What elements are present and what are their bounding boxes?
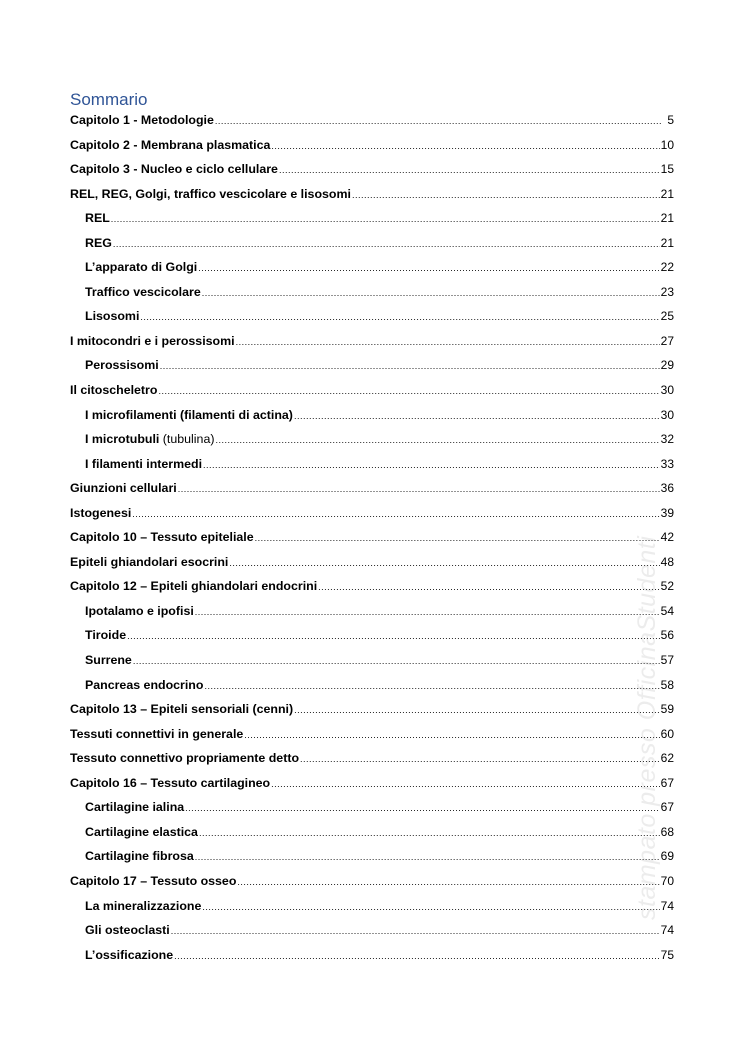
toc-leader-dots xyxy=(199,828,660,838)
toc-entry-label xyxy=(85,457,202,471)
toc-entry-title: Tiroide xyxy=(85,628,127,643)
toc-entry-label xyxy=(85,899,201,913)
toc-entry-title: Capitolo 13 – Epiteli sensoriali (cenni) xyxy=(70,702,294,717)
toc-page-number: 54 xyxy=(660,603,674,618)
toc-entry-label xyxy=(85,678,203,692)
toc-leader-dots xyxy=(127,631,660,641)
toc-page-number: 30 xyxy=(660,407,674,422)
toc-entry-title: Istogenesi xyxy=(70,505,132,520)
toc-entry-title: Capitolo 3 - Nucleo e ciclo cellulare xyxy=(70,162,278,177)
toc-entry-title: L’apparato di Golgi xyxy=(85,260,198,275)
toc-leader-dots xyxy=(271,141,659,151)
toc-entry-label xyxy=(70,506,131,520)
toc-entry-label xyxy=(70,113,214,127)
toc-page-number: 75 xyxy=(660,947,674,962)
toc-entry[interactable] xyxy=(70,530,674,555)
toc-entry-title: Capitolo 17 – Tessuto osseo xyxy=(70,873,237,888)
toc-entry[interactable] xyxy=(70,751,674,776)
toc-leader-dots xyxy=(237,877,659,887)
toc-page-number: 21 xyxy=(660,211,674,226)
toc-page-number: 68 xyxy=(660,824,674,839)
toc-entry[interactable] xyxy=(70,825,674,850)
toc-leader-dots xyxy=(202,288,660,298)
toc-page-number: 21 xyxy=(660,186,674,201)
toc-page-number: 29 xyxy=(660,358,674,373)
toc-entry-title: La mineralizzazione xyxy=(85,898,202,913)
toc-leader-dots xyxy=(294,705,660,715)
toc-entry-label xyxy=(85,260,197,274)
toc-entry[interactable] xyxy=(70,260,674,285)
toc-entry-label xyxy=(70,751,299,765)
toc-leader-dots xyxy=(195,852,660,862)
toc-leader-dots xyxy=(195,607,660,617)
toc-leader-dots xyxy=(352,190,660,200)
toc-leader-dots xyxy=(132,509,659,519)
toc-entry-label xyxy=(85,923,170,937)
toc-leader-dots xyxy=(229,558,659,568)
toc-page-number: 10 xyxy=(660,137,674,152)
toc-leader-dots xyxy=(140,312,659,322)
toc-entry-label xyxy=(70,530,254,544)
toc-page-number: 33 xyxy=(660,456,674,471)
toc-entry-title: Capitolo 12 – Epiteli ghiandolari endocrini xyxy=(70,579,318,594)
toc-page-number: 39 xyxy=(660,505,674,520)
toc-entry-title: Tessuti connettivi in generale xyxy=(70,726,244,741)
toc-entry[interactable] xyxy=(70,457,674,482)
toc-leader-dots xyxy=(215,116,661,126)
toc-entry-label xyxy=(70,334,235,348)
toc-entry-label xyxy=(85,800,184,814)
toc-entry-label xyxy=(85,309,139,323)
toc-entry[interactable] xyxy=(70,800,674,825)
toc-entry[interactable] xyxy=(70,408,674,433)
toc-entry-label xyxy=(70,702,293,716)
toc-entry-label xyxy=(85,285,201,299)
toc-entry[interactable] xyxy=(70,285,674,310)
toc-page-number: 30 xyxy=(660,383,674,398)
toc-page-number: 74 xyxy=(660,898,674,913)
toc-entry[interactable] xyxy=(70,604,674,629)
toc-entry[interactable] xyxy=(70,899,674,924)
toc-entry-title: Capitolo 2 - Membrana plasmatica xyxy=(70,137,271,152)
toc-leader-dots xyxy=(300,754,660,764)
toc-entry-label xyxy=(85,825,198,839)
toc-leader-dots xyxy=(178,484,660,494)
toc-entry[interactable] xyxy=(70,776,674,801)
toc-page-number: 5 xyxy=(667,113,674,127)
toc-leader-dots xyxy=(255,533,660,543)
toc-entry[interactable] xyxy=(70,481,674,506)
toc-page-number: 36 xyxy=(660,481,674,496)
toc-entry[interactable] xyxy=(70,236,674,261)
toc-entry[interactable] xyxy=(70,653,674,678)
toc-leader-dots xyxy=(236,337,660,347)
toc-entry[interactable] xyxy=(70,309,674,334)
toc-page-number: 59 xyxy=(660,702,674,717)
toc-entry-label xyxy=(85,358,159,372)
toc-page-number: 70 xyxy=(660,873,674,888)
toc-entry-title: REL, REG, Golgi, traffico vescicolare e lisosomi xyxy=(70,186,351,201)
toc-entry-label xyxy=(70,162,278,176)
toc-entry-title: Gli osteoclasti xyxy=(85,923,170,938)
toc-leader-dots xyxy=(215,435,659,445)
toc-entry[interactable] xyxy=(70,506,674,531)
toc-page-number: 21 xyxy=(660,235,674,250)
toc-entry[interactable] xyxy=(70,211,674,236)
toc-entry-title: Tessuto connettivo propriamente detto xyxy=(70,751,300,766)
toc-leader-dots xyxy=(174,951,660,961)
toc-page-number: 15 xyxy=(660,162,674,177)
toc-entry-label xyxy=(70,138,270,152)
toc-entry[interactable] xyxy=(70,874,674,899)
toc-leader-dots xyxy=(113,239,660,249)
toc-entry-title: Il citoscheletro xyxy=(70,383,158,398)
toc-entry-label xyxy=(70,481,177,495)
toc-entry[interactable] xyxy=(70,162,674,187)
toc-leader-dots xyxy=(294,411,660,421)
toc-page-number: 74 xyxy=(660,923,674,938)
toc-entry-title: Cartilagine ialina xyxy=(85,800,185,815)
watermark: stampato presso OfficinaStudenti xyxy=(633,535,661,920)
toc-entry-label xyxy=(85,211,110,225)
toc-page-number: 32 xyxy=(660,432,674,447)
toc-leader-dots xyxy=(198,263,659,273)
toc-entry-label xyxy=(70,383,157,397)
toc-page-number: 25 xyxy=(660,309,674,324)
toc-entry-title: Perossisomi xyxy=(85,358,159,373)
toc-entry-label xyxy=(85,628,126,642)
toc-entry-label xyxy=(85,408,293,422)
toc-entry-title: I mitocondri e i perossisomi xyxy=(70,333,235,348)
toc-leader-dots xyxy=(244,730,659,740)
toc-page-number: 23 xyxy=(660,284,674,299)
toc-entry[interactable] xyxy=(70,579,674,604)
toc-page-number: 27 xyxy=(660,333,674,348)
toc-entry-title: REL xyxy=(85,211,110,226)
table-of-contents xyxy=(70,113,674,972)
toc-entry-label xyxy=(70,874,236,888)
toc-entry[interactable] xyxy=(70,628,674,653)
toc-entry[interactable] xyxy=(70,358,674,383)
toc-entry-label xyxy=(85,432,214,446)
toc-entry[interactable] xyxy=(70,432,674,457)
toc-entry-label xyxy=(85,236,112,250)
toc-entry-label xyxy=(70,555,228,569)
toc-entry-title: I microtubuli xyxy=(85,432,160,447)
toc-entry[interactable] xyxy=(70,923,674,948)
toc-leader-dots xyxy=(202,902,659,912)
toc-entry[interactable] xyxy=(70,727,674,752)
toc-entry-label xyxy=(70,187,351,201)
toc-page-number: 42 xyxy=(660,530,674,545)
toc-entry-label xyxy=(85,604,194,618)
toc-entry-title: Capitolo 10 – Tessuto epiteliale xyxy=(70,530,254,545)
toc-entry-title: Capitolo 16 – Tessuto cartilagineo xyxy=(70,775,271,790)
toc-entry-label xyxy=(70,579,317,593)
toc-leader-dots xyxy=(171,926,660,936)
toc-leader-dots xyxy=(279,165,660,175)
toc-leader-dots xyxy=(111,214,660,224)
toc-entry-label xyxy=(70,776,270,790)
toc-page-number: 60 xyxy=(660,726,674,741)
toc-entry[interactable] xyxy=(70,334,674,359)
toc-leader-dots xyxy=(271,779,660,789)
toc-leader-dots xyxy=(185,803,659,813)
toc-leader-dots xyxy=(158,386,659,396)
toc-entry-title: L’ossificazione xyxy=(85,947,174,962)
toc-page-number: 52 xyxy=(660,579,674,594)
toc-leader-dots xyxy=(318,582,659,592)
toc-page-number: 48 xyxy=(660,554,674,569)
toc-entry-title: I microfilamenti (filamenti di actina) xyxy=(85,407,293,422)
toc-entry[interactable] xyxy=(70,849,674,874)
toc-entry[interactable] xyxy=(70,113,674,138)
toc-page-number: 56 xyxy=(660,628,674,643)
toc-page-number: 22 xyxy=(660,260,674,275)
toc-entry[interactable] xyxy=(70,383,674,408)
toc-entry-title: Capitolo 1 - Metodologie xyxy=(70,113,214,127)
toc-entry[interactable] xyxy=(70,555,674,580)
toc-page-number: 67 xyxy=(660,800,674,815)
toc-entry-title: Giunzioni cellulari xyxy=(70,481,177,496)
toc-entry-label xyxy=(85,948,173,962)
toc-entry-title: Pancreas endocrino xyxy=(85,677,204,692)
toc-page-number: 62 xyxy=(660,751,674,766)
toc-entry-title: Cartilagine fibrosa xyxy=(85,849,194,864)
toc-entry-label xyxy=(85,849,194,863)
toc-entry-title: I filamenti intermedi xyxy=(85,456,203,471)
toc-entry[interactable] xyxy=(70,702,674,727)
toc-entry-title: Ipotalamo e ipofisi xyxy=(85,603,194,618)
toc-entry[interactable] xyxy=(70,948,674,973)
toc-leader-dots xyxy=(160,361,660,371)
toc-entry-title: Epiteli ghiandolari esocrini xyxy=(70,554,229,569)
toc-page-number: 57 xyxy=(660,653,674,668)
toc-entry-title: Lisosomi xyxy=(85,309,140,324)
toc-entry-title: REG xyxy=(85,235,112,250)
toc-page-number: 58 xyxy=(660,677,674,692)
toc-entry-title: Traffico vescicolare xyxy=(85,284,201,299)
toc-entry[interactable] xyxy=(70,678,674,703)
toc-leader-dots xyxy=(203,460,660,470)
toc-entry-label xyxy=(70,727,243,741)
page-title: Sommario xyxy=(70,90,148,109)
toc-leader-dots xyxy=(204,681,659,691)
toc-entry[interactable] xyxy=(70,138,674,163)
toc-page-number: 69 xyxy=(660,849,674,864)
toc-entry-suffix: (tubulina) xyxy=(159,432,215,447)
toc-entry-title: Cartilagine elastica xyxy=(85,824,198,839)
toc-entry-title: Surrene xyxy=(85,653,132,668)
toc-entry[interactable] xyxy=(70,187,674,212)
toc-page-number: 67 xyxy=(660,775,674,790)
toc-leader-dots xyxy=(133,656,660,666)
toc-entry-label xyxy=(85,653,132,667)
